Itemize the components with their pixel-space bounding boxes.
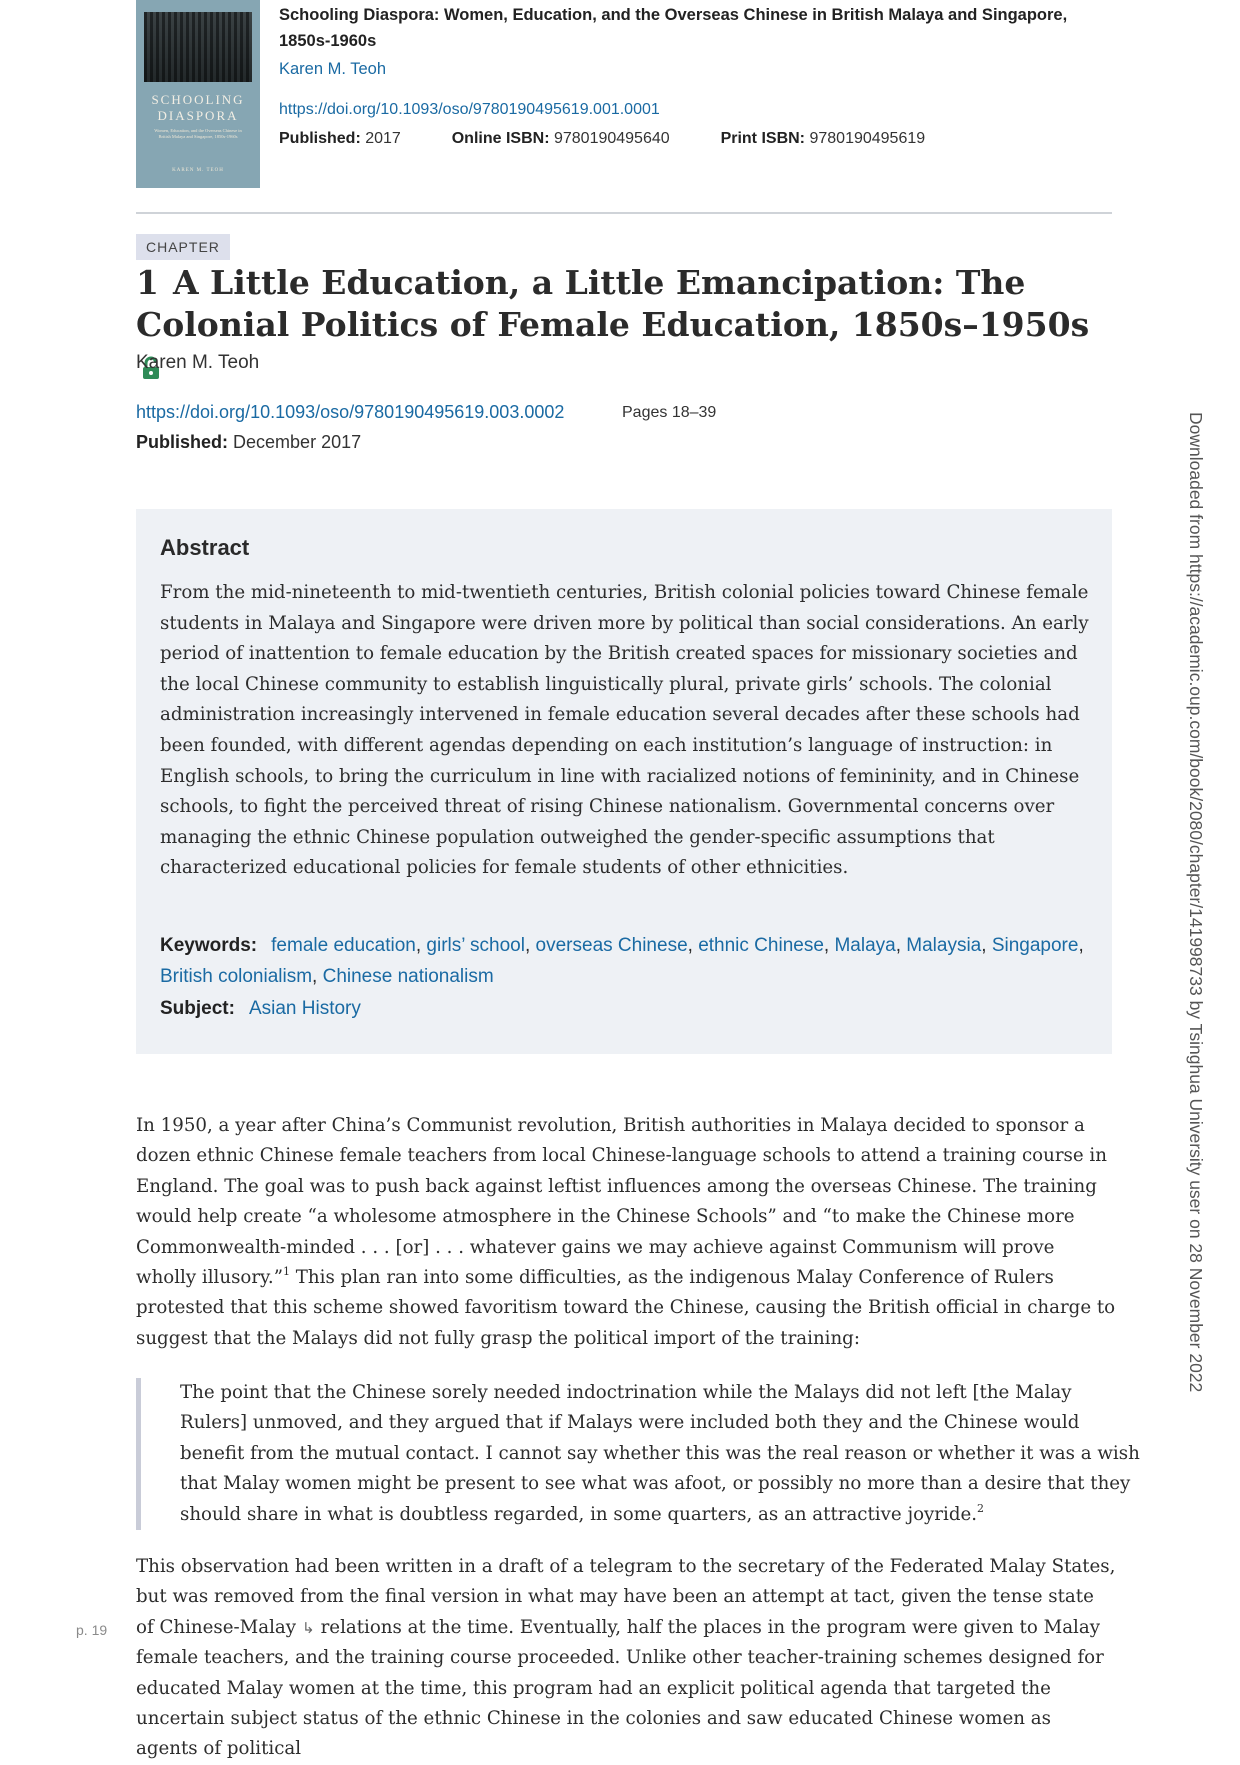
paragraph-2-part-a: This observation had been written in a draft of a telegram to the secretary of the Federated Malay States, but was removed from the final version in what may have been an attempt at tact, given the tense state of Chinese-Malay (136, 1556, 1116, 1638)
keyword-separator: , (524, 935, 536, 956)
cover-author: KAREN M. TEOH (172, 168, 224, 173)
keyword-link[interactable]: female education (271, 935, 416, 956)
divider (136, 212, 1112, 214)
online-isbn-label: Online ISBN: (451, 130, 550, 147)
keyword-link[interactable]: overseas Chinese (535, 935, 688, 956)
subject-link[interactable]: Asian History (248, 998, 361, 1019)
paragraph-2-part-b: relations at the time. Eventually, half the places in the program were given to Malay female teachers, and the training course proceeded. Unlike other teacher-training schemes designed for educated Malay women at the time, this program had an explicit political agenda that targeted the uncertain subject status of the ethnic Chinese in the colonies and saw educated Chinese women as agents of political (136, 1616, 1104, 1760)
keyword-separator: , (823, 935, 835, 956)
paragraph-1-part-a: In 1950, a year after China’s Communist revolution, British authorities in Malaya decided to sponsor a dozen ethnic Chinese female teachers from local Chinese-language schools to attend a training course in England. The goal was to push back against leftist influences among the overseas Chinese. The training would help create “a wholesome atmosphere in the Chinese Schools” and “to make the Chinese more Commonwealth-minded . . . [or] . . . whatever gains we may achieve against Communism will prove wholly illusory.” (136, 1115, 1107, 1289)
chapter-published-value: December 2017 (233, 432, 362, 452)
chapter-pages: Pages 18–39 (622, 404, 717, 421)
abstract-section (136, 509, 1112, 1054)
chapter-author-link[interactable]: Karen M. Teoh (136, 352, 260, 373)
book-doi-link[interactable]: https://doi.org/10.1093/oso/9780190495619.001.0001 (279, 101, 660, 118)
paragraph-1-part-b: This plan ran into some difficulties, as the indigenous Malay Conference of Rulers protested that this scheme showed favoritism toward the Chinese, causing the British official in charge to suggest that the Malays did not fully grasp the political import of the training: (136, 1267, 1116, 1349)
footnote-ref-2[interactable]: 2 (977, 1501, 984, 1515)
keyword-list (160, 935, 1084, 987)
keywords-label: Keywords: (160, 935, 258, 956)
chapter-published (136, 432, 361, 453)
keywords (160, 930, 1090, 992)
keyword-separator: , (981, 935, 992, 956)
cover-title-line-1: SCHOOLING (151, 92, 245, 107)
body-paragraph-2 (136, 1552, 1116, 1765)
cover-title-line-2: DIASPORA (157, 108, 239, 123)
body-paragraph-1 (136, 1111, 1116, 1354)
quote-text: The point that the Chinese sorely needed indoctrination while the Malays did not left [the Malay Rulers] unmoved, and they argued that if Malays were included both they and the Chinese would benefit from the mutual contact. I cannot say whether this was the real reason or whether it was a wish that Malay women might be present to see what was afoot, or possibly no more than a desire that they should share in what is doubtless regarded, in some quarters, as an attractive joyride. (180, 1382, 1140, 1525)
subject-label: Subject: (160, 998, 235, 1019)
keyword-separator: , (312, 966, 323, 987)
abstract-text: From the mid-nineteenth to mid-twentieth centuries, British colonial policies toward Chinese female students in Malaya and Singapore were driven more by political than social considerations. An early period of inattention to female education by the British created spaces for missionary societies and the local Chinese community to establish linguistically plural, private girls’ schools. The colonial administration increasingly intervened in female education several decades after these schools had been founded, with different agendas depending on each institution’s language of instruction: in English schools, to bring the curriculum in line with racialized notions of femininity, and in Chinese schools, to fight the perceived threat of rising Chinese nationalism. Governmental concerns over managing the ethnic Chinese population outweighed the gender-specific assumptions that characterized educational policies for female students of other ethnicities. (160, 582, 1089, 879)
book-meta (279, 130, 925, 148)
chapter-number: 1 (136, 263, 159, 302)
abstract-heading: Abstract (160, 535, 250, 560)
keyword-separator: , (895, 935, 907, 956)
keyword-link[interactable]: ethnic Chinese (698, 935, 824, 956)
chapter-title (136, 262, 1106, 390)
chapter-title-text: A Little Education, a Little Emancipation: The Colonial Politics of Female Education, 1850s–1950s (136, 263, 1090, 344)
block-quote (136, 1378, 1140, 1530)
keyword-link[interactable]: girls’ school (426, 935, 525, 956)
print-isbn-label: Print ISBN: (720, 130, 806, 147)
book-cover-image[interactable] (136, 0, 260, 188)
keyword-link[interactable]: Chinese nationalism (322, 966, 494, 987)
cover-photo (144, 12, 252, 82)
chapter-doi-link[interactable]: https://doi.org/10.1093/oso/9780190495619.003.0002 (136, 402, 565, 422)
page-break-arrow-icon: ↳ (302, 1618, 315, 1637)
keyword-separator: , (1078, 935, 1084, 956)
download-watermark: Downloaded from https://academic.oup.com/book/2080/chapter/141998733 by Tsinghua University user on 28 November 2022 (1186, 412, 1206, 1393)
print-isbn-value: 9780190495619 (809, 130, 926, 147)
keyword-link[interactable]: Singapore (991, 935, 1079, 956)
keyword-separator: , (687, 935, 699, 956)
footnote-ref-1[interactable]: 1 (283, 1265, 290, 1279)
keyword-link[interactable]: Malaysia (906, 935, 982, 956)
online-isbn-value: 9780190495640 (553, 130, 670, 147)
chapter-published-label: Published: (136, 432, 229, 452)
page-marker: p. 19 (76, 1622, 108, 1638)
chapter-badge: CHAPTER (136, 234, 230, 260)
cover-subtitle: Women, Education, and the Overseas Chinese in British Malaya and Singapore, 1850s-1960s (154, 128, 242, 139)
book-title[interactable]: Schooling Diaspora: Women, Education, and the Overseas Chinese in British Malaya and Singapore, 1850s-1960s (279, 6, 1068, 50)
keyword-link[interactable]: Malaya (834, 935, 896, 956)
book-published-value: 2017 (365, 130, 401, 147)
book-author-link[interactable]: Karen M. Teoh (279, 60, 387, 78)
subject (160, 998, 361, 1020)
keyword-link[interactable]: British colonialism (160, 966, 313, 987)
keyword-separator: , (415, 935, 427, 956)
book-published-label: Published: (279, 130, 361, 147)
